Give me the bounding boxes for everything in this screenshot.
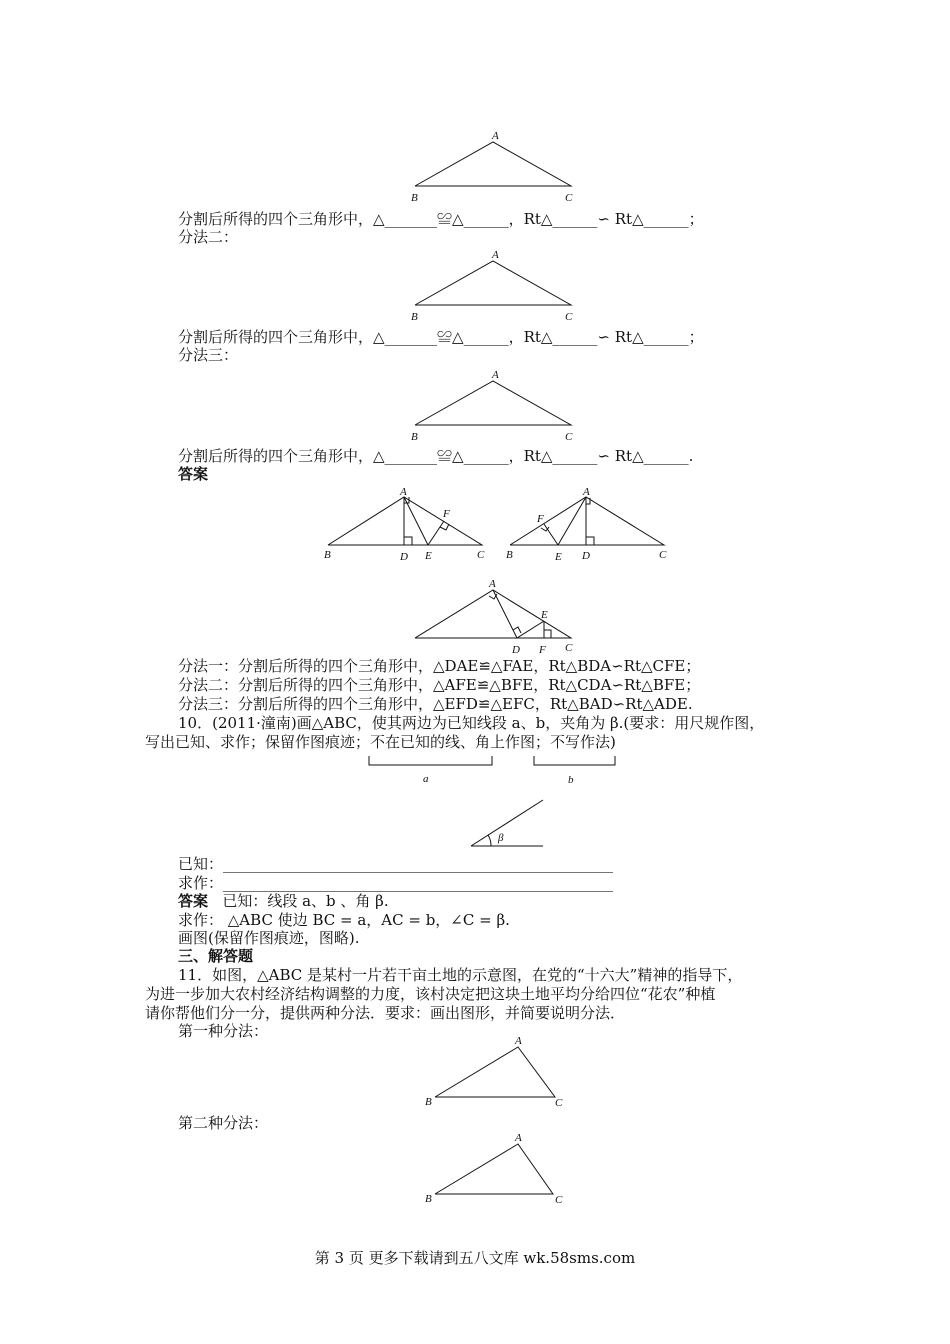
svg-text:A: A bbox=[492, 249, 499, 261]
svg-text:C: C bbox=[555, 1194, 563, 1205]
answer-10-label: 答案 bbox=[178, 892, 209, 910]
question-11-line-1: 11．如图，△ABC 是某村一片若干亩土地的示意图，在党的“十六大”精神的指导下， bbox=[178, 966, 743, 984]
svg-text:C: C bbox=[565, 642, 573, 654]
answer-10-find: 求作： △ABC 使边 BC = a，AC = b，∠C = β. bbox=[178, 911, 510, 929]
method-three-label: 分法三： bbox=[178, 346, 239, 364]
svg-text:B: B bbox=[411, 311, 418, 323]
svg-text:A: A bbox=[515, 1132, 522, 1144]
answer-method-3: 分法三：分割后所得的四个三角形中，△EFD≌△EFC，Rt△BAD∽Rt△ADE. bbox=[178, 695, 693, 713]
triangle-figure-2 bbox=[405, 245, 585, 325]
svg-text:C: C bbox=[565, 192, 573, 204]
svg-text:A: A bbox=[583, 486, 590, 498]
svg-text:C: C bbox=[555, 1097, 563, 1109]
svg-text:F: F bbox=[443, 508, 450, 520]
svg-text:B: B bbox=[411, 431, 418, 443]
question-11-line-3: 请你帮他们分一分，提供两种分法．要求：画出图形，并简要说明分法． bbox=[145, 1004, 626, 1022]
page-footer: 第 3 页 更多下载请到五八文库 wk.58sms.com bbox=[314, 1249, 636, 1267]
answer-method-1: 分法一：分割后所得的四个三角形中，△DAE≌△FAE，Rt△BDA∽Rt△CFE； bbox=[178, 657, 701, 675]
q11-triangle-1 bbox=[420, 1030, 580, 1110]
svg-text:D: D bbox=[400, 551, 408, 563]
svg-text:A: A bbox=[489, 578, 496, 590]
answer-10-known bbox=[178, 892, 389, 911]
svg-text:F: F bbox=[539, 644, 546, 656]
answer-method-2: 分法二：分割后所得的四个三角形中，△AFE≌△BFE，Rt△CDA∽Rt△BFE； bbox=[178, 676, 701, 694]
svg-text:B: B bbox=[411, 192, 418, 204]
svg-text:B: B bbox=[324, 549, 331, 561]
svg-text:a: a bbox=[423, 773, 429, 785]
blank-line-2: 分割后所得的四个三角形中，△_______≌△______，Rt△______∽ Rt△______； bbox=[178, 328, 704, 346]
triangle-figure-3 bbox=[405, 365, 585, 445]
blank-line-1: 分割后所得的四个三角形中，△_______≌△______，Rt△______∽ Rt△______； bbox=[178, 210, 704, 228]
svg-text:A: A bbox=[515, 1035, 522, 1047]
answer-10-draw: 画图(保留作图痕迹，图略). bbox=[178, 929, 360, 947]
method-1-label: 第一种分法： bbox=[178, 1022, 269, 1040]
svg-text:D: D bbox=[512, 644, 520, 656]
svg-text:B: B bbox=[506, 549, 513, 561]
q11-triangle-2 bbox=[420, 1125, 580, 1205]
svg-text:C: C bbox=[565, 311, 573, 323]
answer-figure-method-1 bbox=[318, 482, 498, 564]
method-2-label: 第二种分法： bbox=[178, 1114, 269, 1132]
known-blank: 已知：____________________________________________________ bbox=[178, 855, 614, 873]
answer-heading: 答案 bbox=[178, 465, 209, 483]
svg-text:E: E bbox=[425, 550, 432, 562]
svg-text:C: C bbox=[477, 549, 485, 561]
svg-text:E: E bbox=[541, 609, 548, 621]
svg-text:E: E bbox=[555, 551, 562, 563]
svg-text:B: B bbox=[425, 1193, 432, 1205]
blank-line-3: 分割后所得的四个三角形中，△_______≌△______，Rt△______∽ Rt△______. bbox=[178, 447, 694, 465]
svg-text:A: A bbox=[400, 486, 407, 498]
svg-text:C: C bbox=[565, 431, 573, 443]
answer-figure-method-2 bbox=[500, 482, 680, 564]
answer-10-known-text: 已知：线段 a、b 、角 β. bbox=[222, 892, 389, 910]
svg-text:A: A bbox=[492, 130, 499, 142]
question-10-line-1: 10．(2011·潼南)画△ABC，使其两边为已知线段 a、b，夹角为 β.(要求：用尺规作图， bbox=[178, 714, 765, 732]
svg-text:D: D bbox=[582, 550, 590, 562]
svg-text:A: A bbox=[492, 369, 499, 381]
svg-text:F: F bbox=[537, 513, 544, 525]
question-10-line-2: 写出已知、求作；保留作图痕迹；不在已知的线、角上作图；不写作法) bbox=[145, 733, 616, 751]
section-3-heading: 三、解答题 bbox=[178, 947, 254, 965]
answer-figure-method-3 bbox=[405, 575, 585, 657]
find-blank: 求作：____________________________________________________ bbox=[178, 874, 614, 892]
question-11-line-2: 为进一步加大农村经济结构调整的力度，该村决定把这块土地平均分给四位“花农”种植 bbox=[145, 985, 716, 1003]
angle-beta-figure bbox=[465, 795, 550, 850]
triangle-figure-1 bbox=[405, 128, 585, 208]
svg-text:C: C bbox=[659, 549, 667, 561]
segments-figure bbox=[360, 752, 630, 792]
svg-text:β: β bbox=[498, 832, 504, 844]
svg-text:b: b bbox=[568, 774, 574, 786]
method-two-label: 分法二： bbox=[178, 228, 239, 246]
svg-text:B: B bbox=[425, 1096, 432, 1108]
